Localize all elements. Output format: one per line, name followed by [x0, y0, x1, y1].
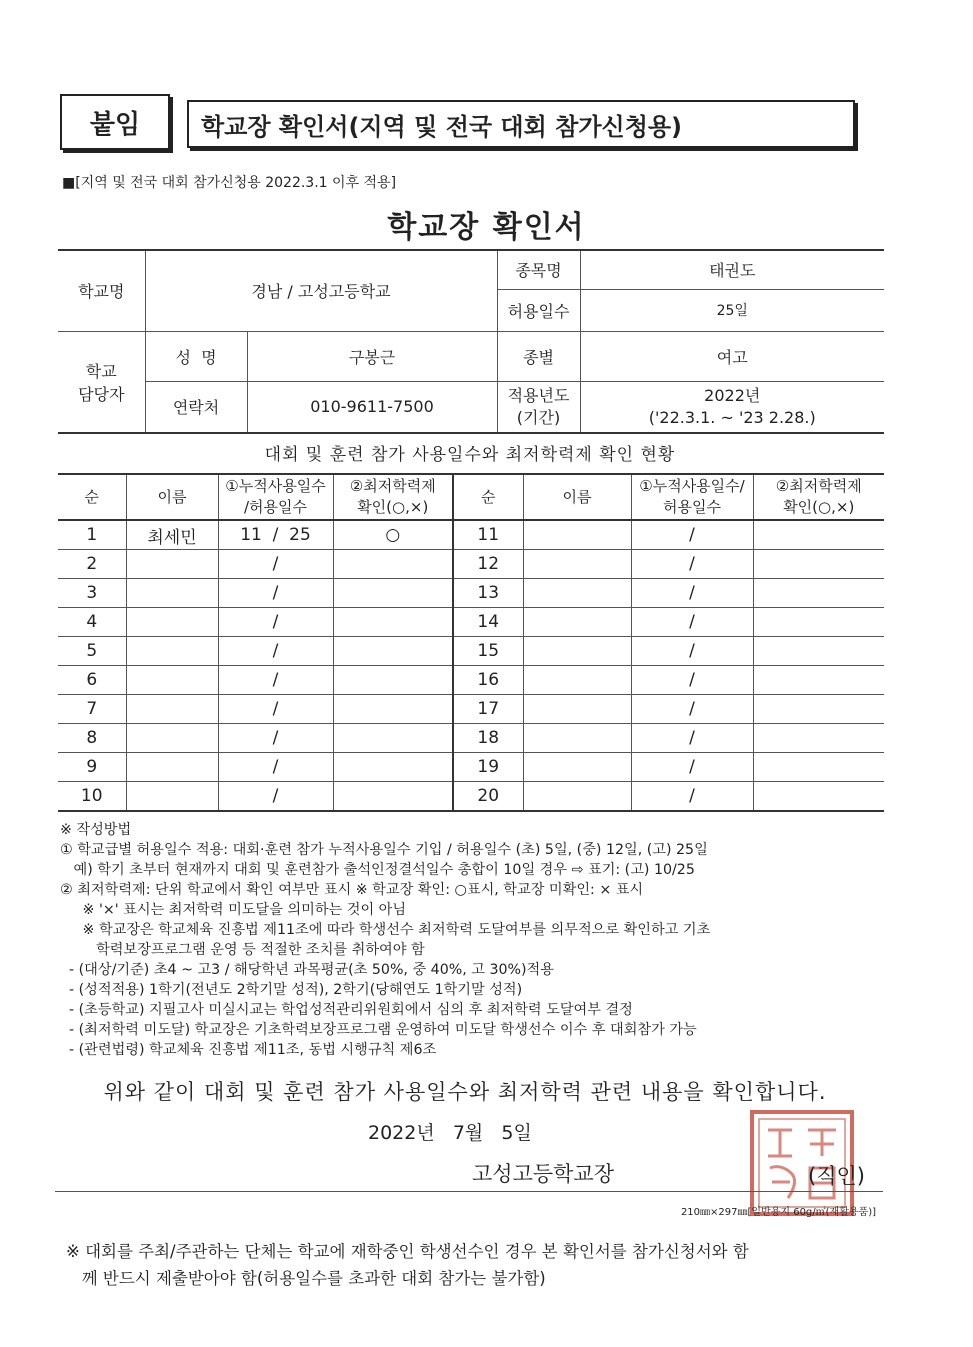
- roster-days-cell: /: [631, 782, 753, 812]
- roster-days-cell: /: [631, 579, 753, 608]
- roster-days-cell: /: [218, 695, 333, 724]
- roster-no-cell: 18: [453, 724, 523, 753]
- roster-days-cell: /: [631, 550, 753, 579]
- header-name-right: 이름: [523, 474, 631, 520]
- roster-name-cell: [523, 782, 631, 812]
- roster-check-cell: [333, 695, 453, 724]
- manager-label: [58, 331, 145, 433]
- footer-note: [66, 1238, 886, 1292]
- header-check-right-line1: ②최저학력제: [775, 477, 862, 495]
- sport-label: 종목명: [497, 250, 580, 289]
- manager-label-line1: 학교: [85, 361, 117, 381]
- principal-name: 고성고등학교장: [472, 1162, 615, 1186]
- category-label: 종별: [497, 331, 580, 381]
- instruction-line: 학력보장프로그램 운영 등 적절한 조치를 취하여야 함: [60, 942, 425, 958]
- name-value: 구봉근: [247, 331, 497, 381]
- instruction-line: - (대상/기준) 초4 ~ 고3 / 해당학년 과목평균(초 50%, 중 40%, 고 30%)적용: [60, 962, 554, 978]
- sport-value: 태권도: [580, 250, 884, 289]
- year-label-line2: (기간): [516, 407, 561, 427]
- roster-no-cell: 9: [58, 753, 126, 782]
- roster-check-cell: [333, 579, 453, 608]
- roster-days-cell: /: [631, 724, 753, 753]
- roster-name-cell: [126, 753, 218, 782]
- roster-name-cell: [523, 695, 631, 724]
- roster-check-cell: [753, 550, 884, 579]
- roster-no-cell: 10: [58, 782, 126, 812]
- instructions: [60, 820, 890, 1060]
- year-label: [497, 381, 580, 433]
- roster-name-cell: [126, 695, 218, 724]
- manager-label-line2: 담당자: [78, 384, 125, 404]
- header-check-right: [753, 474, 884, 520]
- instruction-line: - (초등학교) 지필고사 미실시교는 학업성적관리위원회에서 심의 후 최저학력 도달여부 결정: [60, 1002, 633, 1018]
- roster-days-cell: /: [218, 666, 333, 695]
- roster-days-cell: /: [218, 753, 333, 782]
- roster-check-cell: [333, 782, 453, 812]
- roster-days-cell: /: [631, 520, 753, 550]
- roster-caption: 대회 및 훈련 참가 사용일수와 최저학력제 확인 현황: [264, 445, 676, 465]
- instruction-line: - (성적적용) 1학기(전년도 2학기말 성적), 2학기(당해연도 1학기말 성적): [60, 982, 523, 998]
- school-value: 경남 / 고성고등학교: [145, 250, 497, 331]
- name-label: 성 명: [145, 331, 247, 381]
- header-no-right: 순: [453, 474, 523, 520]
- header-check: [333, 474, 453, 520]
- instruction-line: ※ 작성방법: [60, 822, 132, 838]
- roster-days-cell: /: [631, 637, 753, 666]
- roster-name-cell: [126, 608, 218, 637]
- header-check-line1: ②최저학력제: [349, 477, 436, 495]
- seal-label: (직인): [808, 1164, 865, 1188]
- school-label: 학교명: [58, 250, 145, 331]
- roster-no-cell: 14: [453, 608, 523, 637]
- roster-check-cell: ○: [333, 520, 453, 550]
- roster-days-cell: /: [631, 695, 753, 724]
- roster-check-cell: [333, 666, 453, 695]
- roster-days-cell: /: [218, 550, 333, 579]
- roster-check-cell: [333, 637, 453, 666]
- year-value-line2: ('22.3.1. ~ '23 2.28.): [648, 407, 816, 427]
- roster-check-cell: [753, 608, 884, 637]
- instruction-line: ※ '×' 표시는 최저학력 미도달을 의미하는 것이 아님: [60, 902, 407, 918]
- table-row: [58, 782, 884, 812]
- header-days: [218, 474, 333, 520]
- roster-no-cell: 13: [453, 579, 523, 608]
- roster-days-cell: /: [218, 608, 333, 637]
- table-row: [58, 520, 884, 550]
- page-title: 학교장 확인서: [387, 210, 586, 245]
- roster-name-cell: [126, 724, 218, 753]
- table-row: [58, 666, 884, 695]
- table-row: [58, 579, 884, 608]
- header-days-right-line2: 허용일수: [663, 498, 721, 516]
- roster-check-cell: [333, 724, 453, 753]
- roster-name-cell: [126, 782, 218, 812]
- header-check-right-line2: 확인(○,×): [783, 498, 855, 516]
- roster-no-cell: 17: [453, 695, 523, 724]
- roster-no-cell: 19: [453, 753, 523, 782]
- instruction-line: ② 최저학력제: 단위 학교에서 확인 여부만 표시 ※ 학교장 확인: ○표시, 학교장 미확인: × 표시: [60, 882, 644, 898]
- roster-name-cell: [126, 666, 218, 695]
- paper-spec: 210㎜×297㎜[일반용지 60g/㎡(재활용품)]: [680, 1207, 876, 1218]
- roster-no-cell: 2: [58, 550, 126, 579]
- year-value-line1: 2022년: [704, 385, 761, 405]
- header-days-line2: /허용일수: [243, 498, 307, 516]
- instruction-line: ※ 학교장은 학교체육 진흥법 제11조에 따라 학생선수 최저학력 도달여부를 의무적으로 확인하고 기초: [60, 922, 711, 938]
- header-days-line1: ①누적사용일수: [225, 477, 326, 495]
- footer-line2: 께 반드시 제출받아야 함(허용일수를 초과한 대회 참가는 불가함): [66, 1269, 546, 1288]
- divider: [55, 1191, 883, 1192]
- info-table: [58, 249, 884, 434]
- instruction-line: - (최저학력 미도달) 학교장은 기초학력보장프로그램 운영하여 미도달 학생선수 이수 후 대회참가 가능: [60, 1022, 697, 1038]
- contact-value: 010-9611-7500: [247, 381, 497, 433]
- roster-check-cell: [753, 520, 884, 550]
- roster-name-cell: [126, 579, 218, 608]
- roster-days-cell: /: [631, 666, 753, 695]
- contact-label: 연락처: [145, 381, 247, 433]
- year-label-line1: 적용년도: [507, 385, 570, 405]
- roster-days-cell: /: [218, 782, 333, 812]
- table-row: [58, 695, 884, 724]
- roster-check-cell: [753, 579, 884, 608]
- header-no: 순: [58, 474, 126, 520]
- roster-no-cell: 15: [453, 637, 523, 666]
- roster-no-cell: 5: [58, 637, 126, 666]
- roster-no-cell: 7: [58, 695, 126, 724]
- roster-check-cell: [333, 753, 453, 782]
- instruction-line: - (관련법령) 학교체육 진흥법 제11조, 동법 시행규칙 제6조: [60, 1042, 437, 1058]
- allowed-days-label: 허용일수: [497, 289, 580, 331]
- roster-days-cell: /: [218, 637, 333, 666]
- roster-check-cell: [753, 695, 884, 724]
- confirmation-statement: 위와 같이 대회 및 훈련 참가 사용일수와 최저학력 관련 내용을 확인합니다.: [103, 1080, 827, 1104]
- roster-days-cell: /: [218, 724, 333, 753]
- roster-days-cell: /: [631, 753, 753, 782]
- roster-name-cell: [523, 579, 631, 608]
- roster-name-cell: [523, 608, 631, 637]
- roster-name-cell: [523, 520, 631, 550]
- roster-days-cell: /: [631, 608, 753, 637]
- year-value: [580, 381, 884, 433]
- roster-check-cell: [753, 637, 884, 666]
- roster-check-cell: [753, 782, 884, 812]
- roster-no-cell: 20: [453, 782, 523, 812]
- roster-name-cell: [523, 666, 631, 695]
- roster-no-cell: 8: [58, 724, 126, 753]
- roster-table: [58, 473, 884, 812]
- instruction-line: 예) 학기 초부터 현재까지 대회 및 훈련참가 출석인정결석일수 총합이 10일 경우 ⇨ 표기: (고) 10/25: [60, 862, 695, 878]
- table-row: [58, 550, 884, 579]
- attachment-tag: 붙임: [60, 94, 170, 150]
- roster-name-cell: 최세민: [126, 520, 218, 550]
- roster-no-cell: 3: [58, 579, 126, 608]
- roster-name-cell: [523, 724, 631, 753]
- table-row: [58, 608, 884, 637]
- roster-no-cell: 11: [453, 520, 523, 550]
- roster-no-cell: 4: [58, 608, 126, 637]
- roster-name-cell: [523, 550, 631, 579]
- roster-check-cell: [333, 550, 453, 579]
- roster-no-cell: 12: [453, 550, 523, 579]
- issue-date: 2022년 7월 5일: [368, 1122, 532, 1144]
- roster-days-cell: 11 / 25: [218, 520, 333, 550]
- roster-no-cell: 6: [58, 666, 126, 695]
- roster-check-cell: [753, 724, 884, 753]
- category-value: 여고: [580, 331, 884, 381]
- header-days-right: [631, 474, 753, 520]
- roster-name-cell: [126, 637, 218, 666]
- footer-line1: ※ 대회를 주최/주관하는 단체는 학교에 재학중인 학생선수인 경우 본 확인서를 참가신청서와 함: [66, 1242, 749, 1261]
- table-row: [58, 753, 884, 782]
- document-title: 학교장 확인서(지역 및 전국 대회 참가신청용): [187, 100, 855, 148]
- table-row: [58, 637, 884, 666]
- header-check-line2: 확인(○,×): [357, 498, 429, 516]
- roster-check-cell: [333, 608, 453, 637]
- instruction-line: ① 학교급별 허용일수 적용: 대회·훈련 참가 누적사용일수 기입 / 허용일수 (초) 5일, (중) 12일, (고) 25일: [60, 842, 708, 858]
- roster-name-cell: [126, 550, 218, 579]
- table-row: [58, 724, 884, 753]
- allowed-days-value: 25일: [580, 289, 884, 331]
- header-days-right-line1: ①누적사용일수/: [639, 477, 745, 495]
- roster-name-cell: [523, 637, 631, 666]
- roster-name-cell: [523, 753, 631, 782]
- applicability-note: ■[지역 및 전국 대회 참가신청용 2022.3.1 이후 적용]: [62, 175, 397, 191]
- roster-check-cell: [753, 666, 884, 695]
- roster-check-cell: [753, 753, 884, 782]
- roster-no-cell: 1: [58, 520, 126, 550]
- roster-days-cell: /: [218, 579, 333, 608]
- header-name: 이름: [126, 474, 218, 520]
- roster-no-cell: 16: [453, 666, 523, 695]
